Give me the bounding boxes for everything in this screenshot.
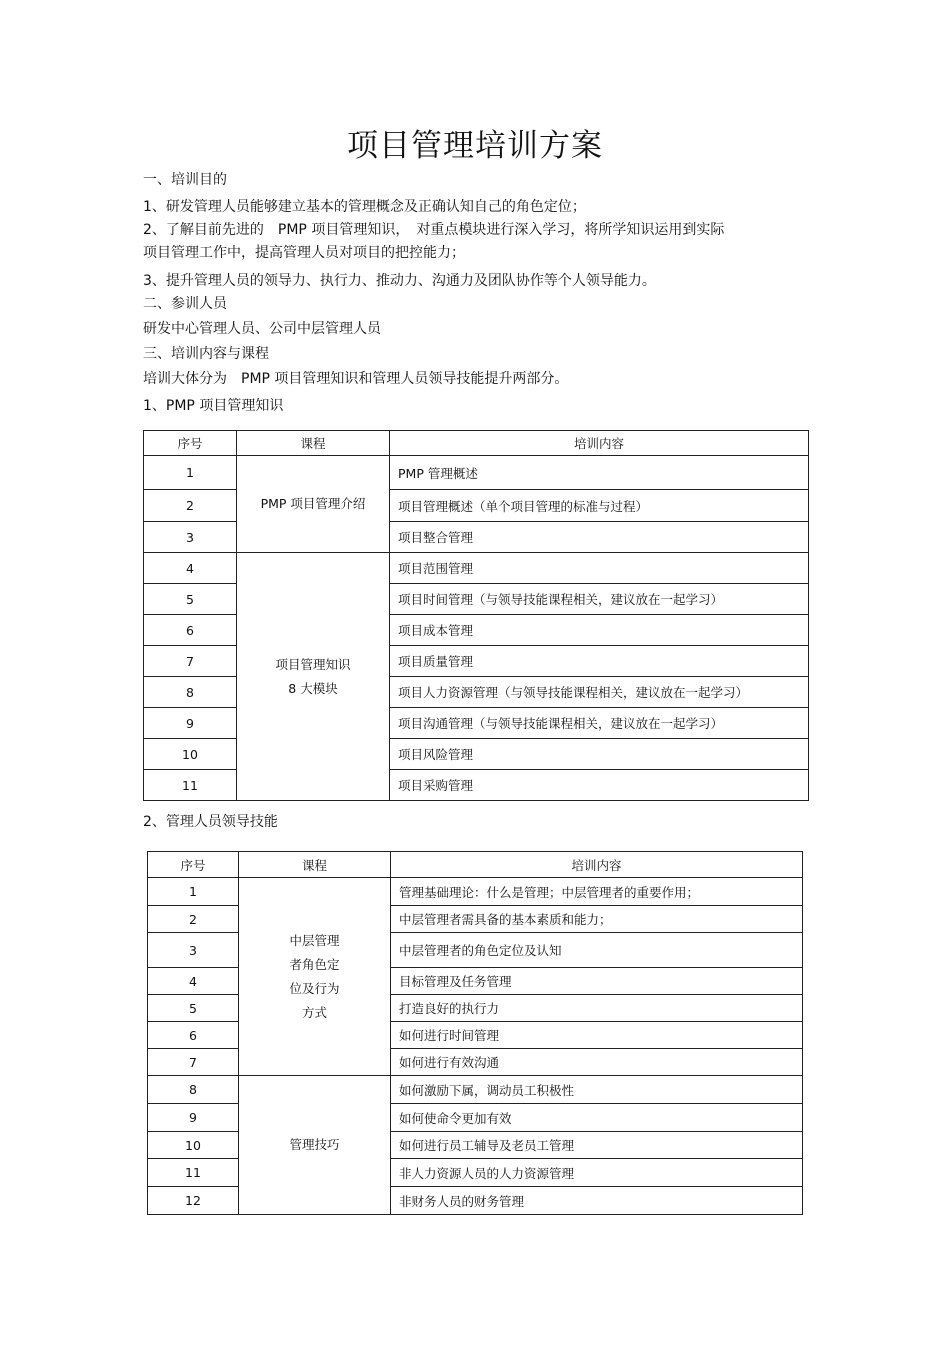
participants-text: 研发中心管理人员、公司中层管理人员 <box>143 321 381 337</box>
purpose-item-1: 1、研发管理人员能够建立基本的管理概念及正确认知自己的角色定位； <box>143 199 586 215</box>
training-content: 项目人力资源管理（与领导技能课程相关，建议放在一起学习） <box>390 677 809 708</box>
training-content: 项目管理概述（单个项目管理的标准与过程） <box>390 490 809 522</box>
table-header-row <box>148 852 803 878</box>
course-cell <box>237 456 390 553</box>
training-content: 管理基础理论：什么是管理；中层管理者的重要作用； <box>391 878 803 906</box>
row-number: 7 <box>144 646 237 677</box>
row-number: 2 <box>144 490 237 522</box>
row-number: 10 <box>144 739 237 770</box>
training-content: 目标管理及任务管理 <box>391 968 803 995</box>
training-content: 如何使命令更加有效 <box>391 1104 803 1132</box>
row-number: 1 <box>144 456 237 490</box>
row-number: 9 <box>144 708 237 739</box>
training-content: 项目范围管理 <box>390 553 809 584</box>
row-number: 6 <box>148 1022 239 1049</box>
row-number: 11 <box>144 770 237 801</box>
content-intro: 培训大体分为 PMP 项目管理知识和管理人员领导技能提升两部分。 <box>143 371 569 387</box>
table-row <box>148 1076 803 1104</box>
course-name-line: 位及行为 <box>289 980 340 996</box>
table-header-row <box>144 431 809 456</box>
section-heading-content: 三、培训内容与课程 <box>143 346 269 362</box>
course-name-line: 项目管理知识 <box>275 656 351 672</box>
row-number: 7 <box>148 1049 239 1076</box>
training-content: 中层管理者需具备的基本素质和能力； <box>391 906 803 933</box>
purpose-item-3: 3、提升管理人员的领导力、执行力、推动力、沟通力及团队协作等个人领导能力。 <box>143 273 656 289</box>
training-content: 如何进行有效沟通 <box>391 1049 803 1076</box>
training-content: 如何进行时间管理 <box>391 1022 803 1049</box>
training-content: 中层管理者的角色定位及认知 <box>391 933 803 968</box>
training-content: 项目整合管理 <box>390 522 809 553</box>
training-content: 项目时间管理（与领导技能课程相关，建议放在一起学习） <box>390 584 809 615</box>
header-content: 培训内容 <box>391 852 803 878</box>
row-number: 10 <box>148 1132 239 1159</box>
row-number: 2 <box>148 906 239 933</box>
training-content: 如何激励下属，调动员工积极性 <box>391 1076 803 1104</box>
training-content: 非财务人员的财务管理 <box>391 1187 803 1215</box>
header-content: 培训内容 <box>390 431 809 456</box>
purpose-item-2-cont: 项目管理工作中，提高管理人员对项目的把控能力； <box>143 245 465 261</box>
row-number: 9 <box>148 1104 239 1132</box>
training-content: 项目风险管理 <box>390 739 809 770</box>
header-course: 课程 <box>239 852 391 878</box>
training-content: 项目沟通管理（与领导技能课程相关，建议放在一起学习） <box>390 708 809 739</box>
row-number: 6 <box>144 615 237 646</box>
header-course: 课程 <box>237 431 390 456</box>
course-name-line: 方式 <box>301 1004 327 1020</box>
table-row <box>148 878 803 906</box>
row-number: 4 <box>148 968 239 995</box>
training-content: 项目采购管理 <box>390 770 809 801</box>
course-cell <box>239 1076 391 1215</box>
table-row <box>144 553 809 584</box>
subsection-pmp: 1、PMP 项目管理知识 <box>143 398 284 414</box>
course-name-line: 者角色定 <box>289 956 340 972</box>
leadership-course-table <box>147 851 803 1215</box>
course-name-line: PMP 项目管理介绍 <box>260 496 366 511</box>
pmp-course-table <box>143 430 809 801</box>
row-number: 8 <box>148 1076 239 1104</box>
header-no: 序号 <box>148 852 239 878</box>
row-number: 8 <box>144 677 237 708</box>
section-heading-purpose: 一、培训目的 <box>143 172 227 188</box>
row-number: 12 <box>148 1187 239 1215</box>
row-number: 5 <box>144 584 237 615</box>
subsection-leadership: 2、管理人员领导技能 <box>143 814 278 830</box>
row-number: 5 <box>148 995 239 1022</box>
row-number: 4 <box>144 553 237 584</box>
training-content: 非人力资源人员的人力资源管理 <box>391 1159 803 1187</box>
header-no: 序号 <box>144 431 237 456</box>
course-cell <box>237 553 390 801</box>
training-content: 项目质量管理 <box>390 646 809 677</box>
document-title: 项目管理培训方案 <box>347 128 603 164</box>
row-number: 11 <box>148 1159 239 1187</box>
training-content: PMP 管理概述 <box>390 456 809 490</box>
row-number: 1 <box>148 878 239 906</box>
row-number: 3 <box>148 933 239 968</box>
course-name-line: 8 大模块 <box>288 680 338 696</box>
purpose-item-2: 2、了解目前先进的 PMP 项目管理知识， 对重点模块进行深入学习，将所学知识运用到实际 <box>143 222 725 238</box>
training-content: 如何进行员工辅导及老员工管理 <box>391 1132 803 1159</box>
course-name-line: 管理技巧 <box>289 1137 340 1152</box>
table-row <box>144 456 809 490</box>
section-heading-participants: 二、参训人员 <box>143 296 227 312</box>
training-content: 项目成本管理 <box>390 615 809 646</box>
row-number: 3 <box>144 522 237 553</box>
training-content: 打造良好的执行力 <box>391 995 803 1022</box>
course-name-line: 中层管理 <box>289 932 340 948</box>
course-cell <box>239 878 391 1076</box>
